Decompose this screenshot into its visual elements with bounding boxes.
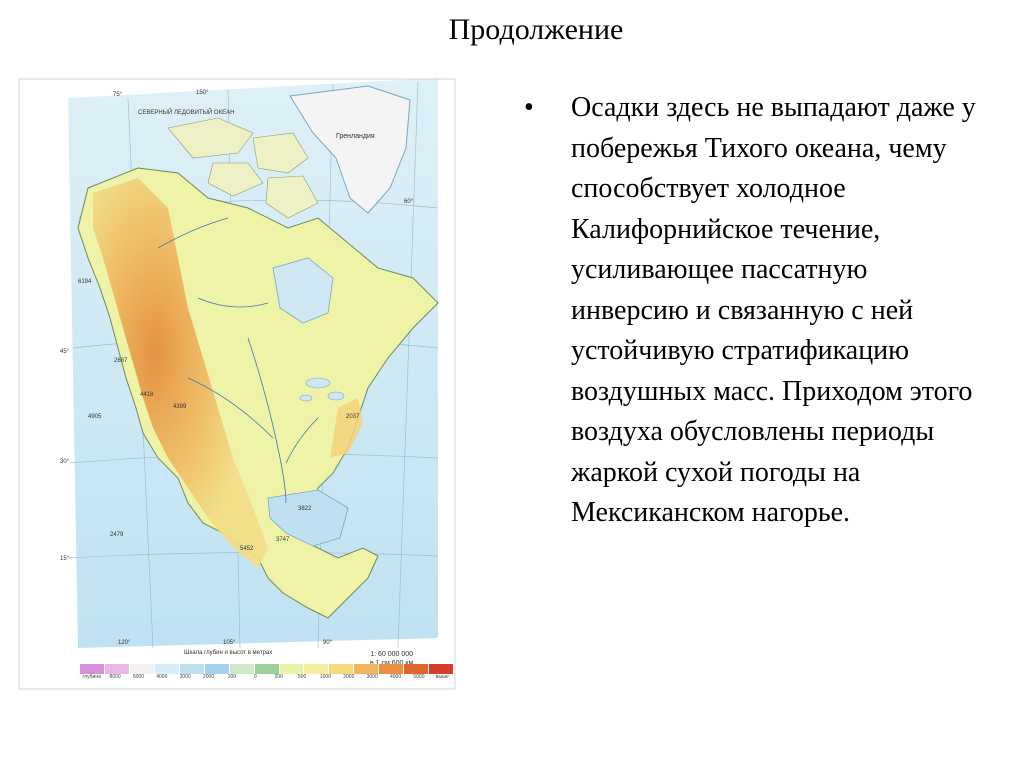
map-figure xyxy=(18,78,456,690)
legend-color-cell xyxy=(429,664,454,674)
legend-color-cell xyxy=(379,664,404,674)
elevation-label: 6194 xyxy=(78,279,92,285)
bullet-marker: • xyxy=(524,92,534,123)
lat-label-15: 15° xyxy=(60,556,70,562)
legend-color-cell xyxy=(105,664,130,674)
elevation-label: 4418 xyxy=(140,392,154,398)
legend-color-scale xyxy=(80,664,454,674)
bullet-text: Осадки здесь не выпадают даже у побережья Тихого океана, чему способствует холодное Калифорнийское течение, усиливающее пассатную инверсию и связанную с ней устойчивую стратификацию воздушных масс. Приходом этого воздуха обусловлены периоды жаркой сухой погоды на Мексиканском нагорье. xyxy=(571,92,976,528)
legend-tick-label: 4000 xyxy=(156,674,168,680)
legend-tick-label: выше xyxy=(435,674,449,680)
elevation-label: 3822 xyxy=(298,506,312,512)
legend-color-cell xyxy=(329,664,354,674)
north-america-physical-map xyxy=(18,78,456,690)
legend-color-cell xyxy=(354,664,379,674)
legend-caption: Шкала глубин и высот в метрах xyxy=(184,650,273,656)
legend-color-cell xyxy=(130,664,155,674)
lat-label-30: 30° xyxy=(60,459,70,465)
map-scale-ratio: 1: 60 000 000 xyxy=(370,651,414,658)
legend-color-cell xyxy=(205,664,230,674)
legend-ticks xyxy=(80,674,454,680)
legend-tick-label: 3000 xyxy=(366,674,378,680)
elevation-label: 2479 xyxy=(110,532,124,538)
lon-label-90: 90° xyxy=(323,640,333,646)
elevation-label: 4399 xyxy=(173,404,187,410)
legend-tick-label: 200 xyxy=(227,674,237,680)
label-greenland: Гренландия xyxy=(336,133,375,140)
legend-color-cell xyxy=(230,664,255,674)
elevation-label: 2687 xyxy=(114,358,128,364)
legend-tick-label: 2000 xyxy=(203,674,215,680)
legend-tick-label: глубина xyxy=(82,674,101,680)
legend-tick-label: 1000 xyxy=(319,674,331,680)
elevation-label: 3747 xyxy=(276,537,290,543)
legend-color-cell xyxy=(155,664,180,674)
legend-tick-label: 8000 xyxy=(109,674,121,680)
legend-tick-label: 200 xyxy=(274,674,283,680)
legend-color-cell xyxy=(255,664,280,674)
legend-color-cell xyxy=(280,664,305,674)
legend-tick-label: 500 xyxy=(297,674,307,680)
legend-tick-label: 4000 xyxy=(390,674,402,680)
elevation-label: 2037 xyxy=(346,414,360,420)
legend-tick-label: 5000 xyxy=(132,674,144,680)
elevation-label: 5452 xyxy=(240,546,254,552)
legend-color-cell xyxy=(404,664,429,674)
lon-label-75: 75° xyxy=(113,92,123,98)
slide-title: Продолжение xyxy=(448,13,624,46)
lat-label-60: 60° xyxy=(404,199,414,205)
legend-tick-label: 3000 xyxy=(179,674,191,680)
legend-tick-label: 2000 xyxy=(343,674,355,680)
lat-label-45: 45° xyxy=(60,349,70,355)
label-arctic-ocean: СЕВЕРНЫЙ ЛЕДОВИТЫЙ ОКЕАН xyxy=(138,110,235,116)
legend-tick-label: 5000 xyxy=(413,674,425,680)
lon-label-105: 105° xyxy=(223,640,236,646)
legend-color-cell xyxy=(304,664,329,674)
lon-label-120: 120° xyxy=(118,640,131,646)
legend-tick-label: 0 xyxy=(253,674,257,680)
legend-color-cell xyxy=(80,664,105,674)
elevation-label: 4905 xyxy=(88,414,102,420)
legend-color-cell xyxy=(180,664,205,674)
lon-label-150: 150° xyxy=(196,90,209,96)
